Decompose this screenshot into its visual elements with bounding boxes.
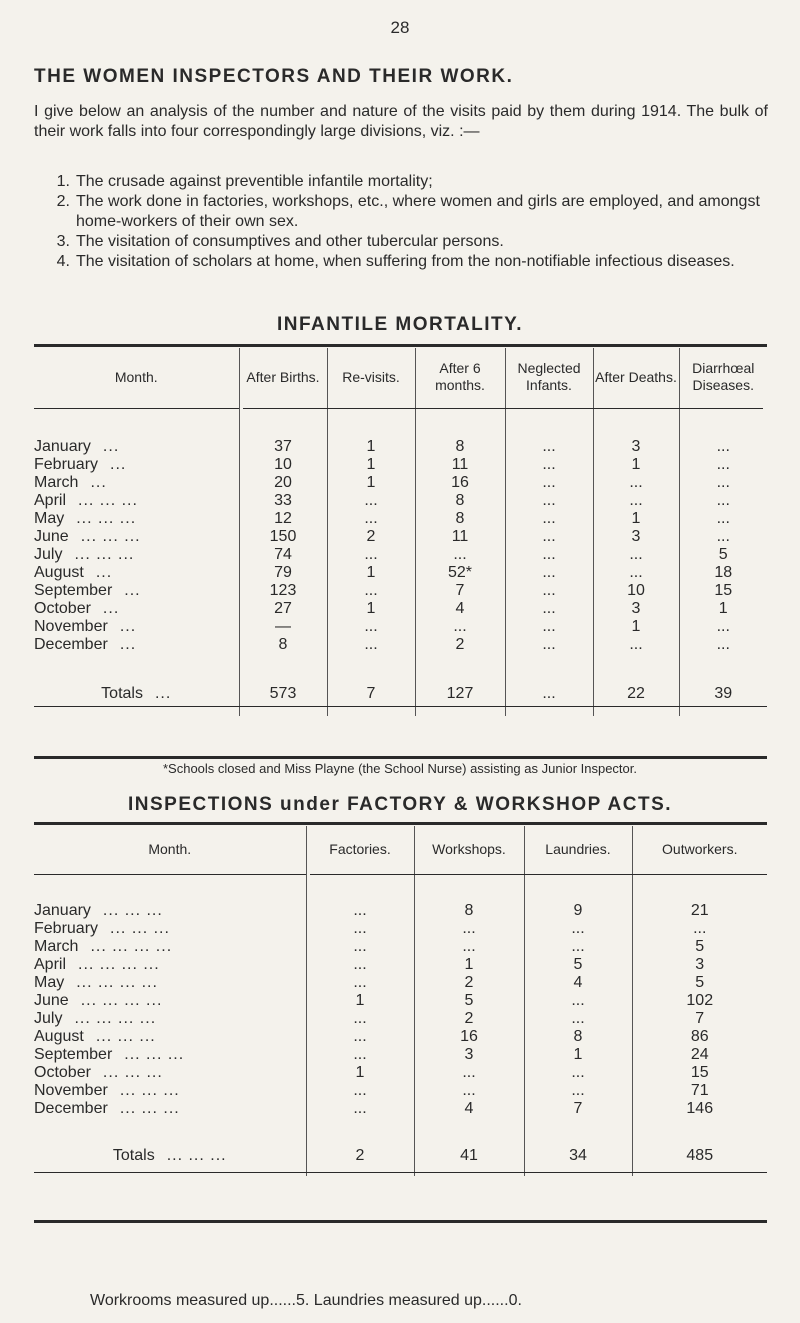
value-cell: 5 [414,992,524,1010]
value-cell: ... [505,600,593,618]
table-row [34,492,767,510]
rule [34,822,767,825]
value-cell: 146 [632,1100,767,1118]
value-cell: 2 [415,636,505,654]
list-item-number: 1. [56,173,70,190]
rule [34,1220,767,1223]
total-cell: 485 [632,1136,767,1176]
leader-dots: ... [154,685,172,702]
month-label: February [34,456,99,473]
value-cell: ... [505,528,593,546]
intro-paragraph: I give below an analysis of the number and nature of the visits paid by them during 1914. The bulk of their work falls into four correspondingly large divisions, viz. :— [34,103,768,140]
value-cell: 7 [632,1010,767,1028]
value-cell: ... [679,474,767,492]
month-label: January [34,438,91,455]
column-header: Laundries. [524,826,632,872]
leader-dots: ... [110,456,127,473]
value-cell: 2 [327,528,415,546]
value-cell: ... [327,492,415,510]
value-cell: 71 [632,1082,767,1100]
value-cell: 1 [524,1046,632,1064]
value-cell: ... [414,1082,524,1100]
value-cell: 24 [632,1046,767,1064]
value-cell: 1 [593,510,679,528]
rule [310,874,767,875]
month-label: June [34,992,69,1009]
footnote: *Schools closed and Miss Playne (the School Nurse) assisting as Junior Inspector. [162,761,637,776]
leader-dots: ... [102,600,120,617]
table-row [34,618,767,636]
rule [34,756,767,759]
list-item-number: 3. [56,233,70,250]
table-row [34,1028,767,1046]
value-cell: 8 [239,636,327,654]
leader-dots: ... ... ... ... [80,992,163,1009]
value-cell: 2 [414,974,524,992]
table-row [34,582,767,600]
value-cell: ... [505,564,593,582]
value-cell: ... [593,564,679,582]
value-cell: 8 [414,902,524,920]
month-cell [34,1082,306,1100]
rule [34,408,239,409]
value-cell: 1 [327,474,415,492]
list-item [34,192,768,232]
table-row [34,1100,767,1118]
divisions-list [34,172,768,272]
value-cell: 1 [306,992,414,1010]
value-cell: 16 [414,1028,524,1046]
month-cell [34,438,239,456]
totals-label-cell [34,672,239,716]
value-cell: ... [524,920,632,938]
factory-inspections-table [34,826,767,1176]
value-cell: ... [593,474,679,492]
column-header: After Births. [239,348,327,406]
total-cell: 22 [593,672,679,716]
total-cell: 7 [327,672,415,716]
month-label: December [34,636,108,653]
table-row [34,992,767,1010]
value-cell: ... [524,1082,632,1100]
value-cell: 1 [593,618,679,636]
leader-dots: ... ... ... [95,1028,156,1045]
value-cell: ... [414,938,524,956]
table-row [34,938,767,956]
value-cell: ... [593,492,679,510]
value-cell: ... [679,528,767,546]
value-cell: 33 [239,492,327,510]
totals-label: Totals [112,1147,155,1164]
month-cell [34,582,239,600]
leader-dots: ... [124,582,141,599]
value-cell: 1 [414,956,524,974]
leader-dots: ... ... ... [76,510,137,527]
table-row [34,1010,767,1028]
month-label: August [34,564,84,581]
list-item-text: The work done in factories, workshops, etc., where women and girls are employed, and amongst home-workers of their own sex. [76,193,760,230]
rule [34,1172,767,1173]
value-cell: ... [679,636,767,654]
leader-dots: ... [119,618,137,635]
table-row [34,1082,767,1100]
value-cell: ... [306,1082,414,1100]
value-cell: ... [593,636,679,654]
list-item-text: The crusade against preventible infantile mortality; [76,173,433,190]
column-header: After 6 months. [415,348,505,406]
month-label: May [34,974,65,991]
table-row [34,456,767,474]
value-cell: 15 [632,1064,767,1082]
value-cell: 3 [593,600,679,618]
totals-label-cell [34,1136,306,1176]
table-row [34,438,767,456]
month-label: September [34,1046,113,1063]
value-cell: 12 [239,510,327,528]
value-cell: 1 [327,564,415,582]
value-cell: 8 [524,1028,632,1046]
month-label: April [34,492,67,509]
value-cell: ... [306,1046,414,1064]
month-label: January [34,902,91,919]
value-cell: 18 [679,564,767,582]
value-cell: ... [306,1010,414,1028]
value-cell: ... [524,1010,632,1028]
value-cell: ... [306,920,414,938]
infant-mortality-table [34,348,767,716]
table-row [34,920,767,938]
value-cell: ... [327,618,415,636]
total-cell: 2 [306,1136,414,1176]
month-cell [34,920,306,938]
leader-dots: ... ... ... [74,546,135,563]
leader-dots: ... [119,636,137,653]
value-cell: ... [679,456,767,474]
value-cell: ... [679,618,767,636]
month-cell [34,546,239,564]
value-cell: 27 [239,600,327,618]
month-cell [34,974,306,992]
value-cell: 4 [415,600,505,618]
list-item [34,172,768,192]
value-cell: 10 [239,456,327,474]
table-row [34,600,767,618]
column-header: Diarrhœal Diseases. [679,348,767,406]
month-label: August [34,1028,84,1045]
month-label: September [34,582,113,599]
value-cell: — [239,618,327,636]
value-cell: ... [505,492,593,510]
month-label: November [34,618,108,635]
month-cell [34,456,239,474]
value-cell: ... [524,1064,632,1082]
month-cell [34,956,306,974]
month-cell [34,1046,306,1064]
month-label: February [34,920,99,937]
value-cell: ... [524,938,632,956]
month-cell [34,1028,306,1046]
totals-label: Totals [101,685,143,702]
value-cell: ... [593,546,679,564]
value-cell: ... [505,582,593,600]
month-cell [34,510,239,528]
value-cell: ... [306,938,414,956]
table-row [34,636,767,654]
list-item [34,232,768,252]
list-item-text: The visitation of scholars at home, when suffering from the non-notifiable infectious diseases. [76,253,735,270]
value-cell: ... [505,636,593,654]
month-cell [34,1100,306,1118]
table-row [34,528,767,546]
value-cell: ... [306,902,414,920]
value-cell: ... [415,618,505,636]
value-cell: 5 [632,974,767,992]
value-cell: ... [632,920,767,938]
total-cell: 127 [415,672,505,716]
month-cell [34,1064,306,1082]
value-cell: ... [679,492,767,510]
rule [34,874,306,875]
month-label: March [34,474,79,491]
value-cell: ... [306,956,414,974]
value-cell: ... [679,438,767,456]
rule [34,706,767,707]
value-cell: 8 [415,492,505,510]
value-cell: 1 [593,456,679,474]
value-cell: 3 [593,438,679,456]
month-label: July [34,546,63,563]
value-cell: ... [505,438,593,456]
value-cell: ... [505,618,593,636]
value-cell: 7 [415,582,505,600]
value-cell: 5 [632,938,767,956]
month-cell [34,528,239,546]
table-row [34,1046,767,1064]
leader-dots: ... [102,438,120,455]
leader-dots: ... ... ... [119,1082,180,1099]
leader-dots: ... ... ... [119,1100,180,1117]
table-row [34,474,767,492]
value-cell: 11 [415,456,505,474]
value-cell: 1 [327,456,415,474]
value-cell: 52* [415,564,505,582]
value-cell: ... [505,546,593,564]
value-cell: 1 [679,600,767,618]
month-label: July [34,1010,63,1027]
value-cell: 3 [632,956,767,974]
month-cell [34,618,239,636]
table-row [34,564,767,582]
value-cell: 1 [327,438,415,456]
value-cell: 3 [414,1046,524,1064]
total-cell: 34 [524,1136,632,1176]
value-cell: 9 [524,902,632,920]
value-cell: 150 [239,528,327,546]
value-cell: ... [327,510,415,528]
leader-dots: ... ... ... [102,902,163,919]
value-cell: ... [306,974,414,992]
value-cell: 3 [593,528,679,546]
value-cell: 8 [415,510,505,528]
value-cell: 86 [632,1028,767,1046]
value-cell: ... [327,546,415,564]
month-cell [34,1010,306,1028]
value-cell: 7 [524,1100,632,1118]
value-cell: ... [414,1064,524,1082]
total-cell: ... [505,672,593,716]
leader-dots: ... ... ... [166,1147,227,1164]
table-row [34,902,767,920]
value-cell: ... [505,456,593,474]
value-cell: 79 [239,564,327,582]
leader-dots: ... [90,474,107,491]
value-cell: 16 [415,474,505,492]
total-cell: 39 [679,672,767,716]
month-cell [34,474,239,492]
list-item-number: 4. [56,253,70,270]
value-cell: 1 [306,1064,414,1082]
value-cell: 10 [593,582,679,600]
leader-dots: ... ... ... ... [78,956,160,973]
leader-dots: ... ... ... ... [74,1010,157,1027]
leader-dots: ... ... ... [110,920,170,937]
month-cell [34,902,306,920]
value-cell: 5 [524,956,632,974]
column-header: Month. [148,840,192,857]
value-cell: ... [327,582,415,600]
value-cell: ... [679,510,767,528]
list-item-number: 2. [56,193,70,210]
value-cell: 4 [524,974,632,992]
column-header: Workshops. [414,826,524,872]
leader-dots: ... ... ... ... [76,974,158,991]
value-cell: 11 [415,528,505,546]
leader-dots: ... ... ... [102,1064,163,1081]
value-cell: 74 [239,546,327,564]
leader-dots: ... [95,564,113,581]
value-cell: ... [414,920,524,938]
leader-dots: ... ... ... [124,1046,185,1063]
month-cell [34,600,239,618]
month-cell [34,938,306,956]
value-cell: 8 [415,438,505,456]
column-header: Month. [114,368,158,385]
measurements-note: Workrooms measured up......5. Laundries measured up......0. [90,1292,522,1309]
page-number: 28 [390,18,410,37]
list-item [34,252,768,272]
value-cell: ... [505,474,593,492]
value-cell: 1 [327,600,415,618]
column-header: Re-visits. [327,348,415,406]
totals-row [34,1136,767,1176]
value-cell: 4 [414,1100,524,1118]
leader-dots: ... ... ... [80,528,141,545]
value-cell: ... [415,546,505,564]
month-cell [34,492,239,510]
month-label: June [34,528,69,545]
month-cell [34,992,306,1010]
month-label: May [34,510,65,527]
rule [34,344,767,347]
month-label: October [34,600,91,617]
value-cell: 37 [239,438,327,456]
table-row [34,974,767,992]
month-label: March [34,938,79,955]
leader-dots: ... ... ... [78,492,138,509]
month-cell [34,636,239,654]
value-cell: ... [505,510,593,528]
total-cell: 573 [239,672,327,716]
table-row [34,510,767,528]
value-cell: 123 [239,582,327,600]
value-cell: 15 [679,582,767,600]
factory-inspections-title: INSPECTIONS under FACTORY & WORKSHOP ACTS. [127,794,673,815]
value-cell: 21 [632,902,767,920]
value-cell: ... [327,636,415,654]
table-header-row [34,826,767,872]
rule [243,408,763,409]
column-header: Factories. [306,826,414,872]
value-cell: 20 [239,474,327,492]
value-cell: 102 [632,992,767,1010]
totals-row [34,672,767,716]
table-header-row [34,348,767,406]
month-label: November [34,1082,108,1099]
table-row [34,956,767,974]
table-row [34,1064,767,1082]
value-cell: 5 [679,546,767,564]
value-cell: 2 [414,1010,524,1028]
month-label: December [34,1100,108,1117]
value-cell: ... [524,992,632,1010]
column-header: Neglected Infants. [505,348,593,406]
column-header: After Deaths. [593,348,679,406]
list-item-text: The visitation of consumptives and other tubercular persons. [76,233,504,250]
month-label: October [34,1064,91,1081]
value-cell: ... [306,1100,414,1118]
total-cell: 41 [414,1136,524,1176]
table-row [34,546,767,564]
infant-mortality-title: INFANTILE MORTALITY. [276,314,524,335]
value-cell: ... [306,1028,414,1046]
column-header: Outworkers. [632,826,767,872]
page-title: THE WOMEN INSPECTORS AND THEIR WORK. [34,66,514,87]
leader-dots: ... ... ... ... [90,938,173,955]
month-cell [34,564,239,582]
month-label: April [34,956,67,973]
